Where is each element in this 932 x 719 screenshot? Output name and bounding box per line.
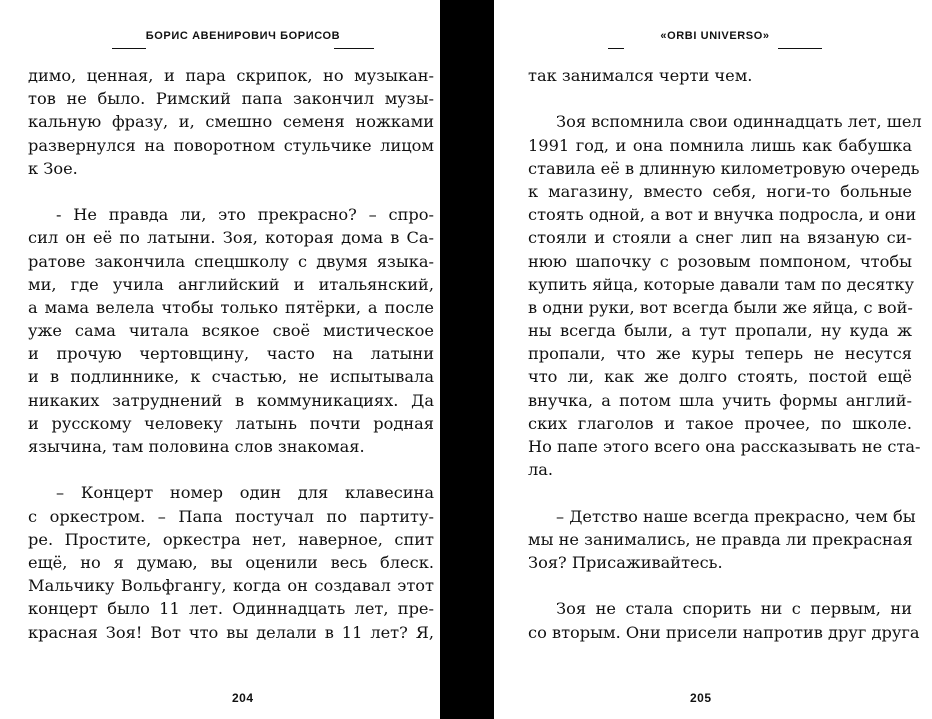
text-line: и русскому человеку латынь почти родная — [28, 413, 434, 433]
text-line: что ли, как же долго стоять, постой ещё — [528, 367, 912, 387]
right-page-number: 205 — [690, 691, 712, 705]
text-line: - Не правда ли, это прекрасно? – спро- — [56, 205, 434, 225]
text-line: тов не было. Римский папа закончил музы- — [28, 89, 434, 109]
paragraph-gap — [528, 481, 912, 504]
text-line: а мама велела чтобы только пятёрки, а после — [28, 297, 434, 317]
paragraph-gap — [28, 458, 434, 481]
text-line: Зоя? Присаживайтесь. — [528, 552, 723, 572]
right-running-head-text: «ORBI UNIVERSO» — [660, 30, 770, 42]
text-line: ре. Простите, оркестра нет, наверное, спит — [28, 529, 434, 549]
text-line: ставила её в длинную километровую очередь — [528, 158, 920, 178]
text-line: кальную фразу, и, смешно семеня ножками — [28, 112, 434, 132]
right-page — [494, 0, 932, 719]
left-running-head-text: БОРИС АВЕНИРОВИЧ БОРИСОВ — [145, 30, 341, 42]
text-line: никаких затруднений в коммуникациях. Да — [28, 390, 434, 410]
text-line: ещё, но я думаю, вы оценили весь блеск. — [28, 552, 434, 572]
text-line: – Концерт номер один для клавесина — [56, 483, 434, 503]
text-line: со вторым. Они присели напротив друг друга — [528, 622, 920, 642]
text-line: концерт было 11 лет. Одиннадцать лет, пре- — [28, 599, 434, 619]
text-line: пропали, что же куры теперь не несутся — [528, 344, 912, 364]
left-page — [0, 0, 440, 719]
paragraph-gap — [528, 87, 912, 110]
text-line: стоять одной, а вот и внучка подросла, и они — [528, 205, 917, 225]
text-line: ны всегда были, а тут пропали, ну куда ж — [528, 321, 912, 341]
text-line: ми, где учила английский и итальянский, — [28, 274, 434, 294]
text-line: Мальчику Вольфгангу, когда он создавал этот — [28, 576, 434, 596]
paragraph-gap — [528, 574, 912, 597]
text-line: Зоя не стала спорить ни с первым, ни — [556, 599, 912, 619]
right-body-text — [528, 64, 922, 644]
text-line: ла. — [528, 460, 554, 480]
text-line: мы не занимались, не правда ли прекрасная — [528, 529, 913, 549]
text-line: купить яйца, которые давали там по десятку — [528, 274, 915, 294]
right-head-rule-start — [608, 48, 624, 49]
left-page-number: 204 — [232, 691, 254, 705]
text-line: 1991 год, и она помнила лишь как бабушка — [528, 135, 912, 155]
text-line: так занимался черти чем. — [528, 66, 753, 85]
text-line: язычина, там половина слов знакомая. — [28, 437, 365, 456]
text-line: сил он её по латыни. Зоя, которая дома в Са- — [28, 228, 434, 248]
left-head-rule-end — [334, 48, 374, 49]
text-line: в одни руки, вот всегда были же яйца, с вой- — [528, 297, 913, 317]
left-head-rule-start — [112, 48, 146, 49]
right-head-rule-end — [778, 48, 822, 49]
text-line: димо, ценная, и пара скрипок, но музыкан- — [28, 66, 434, 85]
left-body-text — [28, 64, 434, 644]
text-line: ратове закончила спецшколу с двумя языка- — [28, 251, 434, 271]
text-line: к магазину, вместо себя, ноги-то больные — [528, 181, 912, 201]
text-line: стояли и стояли а снег лип на вязаную си- — [528, 228, 912, 248]
paragraph-gap — [28, 180, 434, 203]
text-line: внучка, а потом шла учить формы англий- — [528, 390, 912, 410]
text-line: Но папе этого всего она рассказывать не ста- — [528, 437, 921, 456]
text-line: уже сама читала всякое своё мистическое — [28, 321, 434, 341]
text-line: развернулся на поворотном стульчике лицом — [28, 135, 434, 155]
text-line: Зоя вспомнила свои одиннадцать лет, шел — [556, 112, 922, 132]
text-line: красная Зоя! Вот что вы делали в 11 лет? Я, — [28, 622, 434, 642]
text-line: и в подлиннике, к счастью, не испытывала — [28, 367, 434, 387]
text-line: к Зое. — [28, 158, 78, 178]
text-line: – Детство наше всегда прекрасно, чем бы — [556, 506, 916, 526]
text-line: и прочую чертовщину, часто на латыни — [28, 344, 434, 364]
book-gutter — [440, 0, 494, 719]
text-line: ских глаголов и такое прочее, по школе. — [528, 413, 912, 433]
text-line: нюю шапочку с розовым помпоном, чтобы — [528, 251, 912, 271]
text-line: с оркестром. – Папа постучал по партиту- — [28, 506, 434, 526]
